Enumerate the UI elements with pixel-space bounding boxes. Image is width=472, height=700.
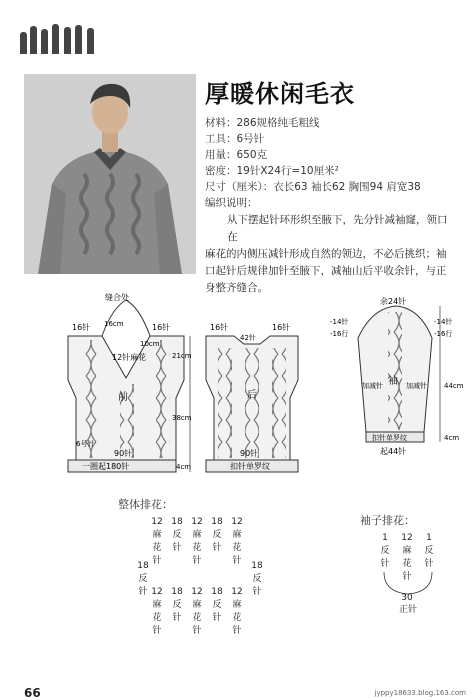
whole-chart-label: 整体排花： <box>118 498 173 511</box>
size-line: 尺寸（厘米）：衣长63 袖长62 胸围94 肩宽38 <box>205 181 421 193</box>
sleeve-right-inc: 加减针 <box>406 382 427 390</box>
page-number: 66 <box>24 686 41 700</box>
front-hem: 一圈起180针 <box>82 462 130 471</box>
front-name: 前 <box>118 392 128 403</box>
front-center-cable: 12针麻花 <box>112 353 147 362</box>
chart-col-1: 12 麻 花 针 <box>151 517 163 566</box>
instructions-rest: 麻花的内侧压减针形成自然的领边，不必后挑织；袖口起针后规律加针至腋下，减袖山后平收余针，与正身整齐缝合。 <box>205 248 447 294</box>
footer-url: jyppy18633.blog.163.com <box>374 689 466 697</box>
chart-col-4b: 18 反 针 <box>211 587 223 623</box>
back-shoulder-right: 16针 <box>272 323 291 332</box>
front-shoulder-right: 16针 <box>152 323 171 332</box>
chart-col-2b: 18 反 针 <box>171 587 183 623</box>
sleeve-cap-b: -16行 <box>330 330 349 338</box>
gauge-line: 密度：19针X24行=10厘米² <box>205 165 339 177</box>
sleeve-cuff-h: 4cm <box>444 434 460 442</box>
chart-col-4: 18 反 针 <box>211 517 223 553</box>
sleeve-col-1: 1 反 针 <box>380 533 390 569</box>
back-neck: 42针 <box>240 334 256 342</box>
sleeve-cuff: 扣针单罗纹 <box>372 434 407 442</box>
page-title: 厚暖休闲毛衣 <box>205 80 355 108</box>
back-bottom: 90针 <box>240 449 259 458</box>
sleeve-piece <box>358 306 440 442</box>
front-neck-a: 16cm <box>104 320 124 328</box>
front-bottom: 90针 <box>114 449 133 458</box>
sleeve-start: 起44针 <box>380 447 407 456</box>
sleeve-cap-c: -14针 <box>434 318 453 326</box>
whole-chart <box>137 516 263 656</box>
instructions-text <box>205 212 455 297</box>
amount-line: 用量：650克 <box>205 149 268 161</box>
people-silhouettes-icon <box>20 22 100 54</box>
tools-line: 工具：6号针 <box>205 133 265 145</box>
sleeve-col-2: 12 麻 花 针 <box>401 533 413 582</box>
back-body-h: 38cm <box>172 414 192 422</box>
front-neck-label: 缝合处 <box>105 293 129 302</box>
chart-col-3: 12 麻 花 针 <box>191 517 203 566</box>
sleeve-name: 袖 <box>388 376 398 387</box>
chart-col-2: 18 反 针 <box>171 517 183 553</box>
chart-col-1b: 12 麻 花 针 <box>151 587 163 636</box>
front-neck-b: 10cm <box>140 340 160 348</box>
chart-col-3b: 12 麻 花 针 <box>191 587 203 636</box>
pattern-diagrams <box>0 288 472 488</box>
sleeve-total: 30 <box>401 593 413 603</box>
back-hem-h: 4cm <box>176 463 192 471</box>
sleeve-chart-label: 袖子排花： <box>360 514 415 527</box>
sleeve-total-label: 正针 <box>398 605 417 615</box>
materials-line: 材料：286规格纯毛粗线 <box>205 117 320 129</box>
model-photo <box>24 74 196 274</box>
chart-col-5b: 12 麻 花 针 <box>231 587 243 636</box>
sleeve-top: 余24针 <box>380 297 407 306</box>
instructions-first-line: 从下摆起针环形织至腋下，先分针减袖窿，领口在 <box>227 214 448 243</box>
sleeve-cap-a: -14针 <box>330 318 349 326</box>
chart-mid-left: 18 反 针 <box>137 561 149 597</box>
back-hem: 扣针单罗纹 <box>230 462 270 471</box>
back-name: 后 <box>247 390 257 401</box>
sleeve-col-3: 1 反 针 <box>424 533 434 569</box>
sleeve-left-inc: 加减针 <box>362 382 383 390</box>
back-shoulder-left: 16针 <box>210 323 229 332</box>
sleeve-chart <box>378 532 438 622</box>
front-needle: 6号针 <box>76 440 95 448</box>
front-shoulder-left: 16针 <box>72 323 91 332</box>
sleeve-cap-d: -16行 <box>434 330 453 338</box>
instructions-heading: 编织说明： <box>205 197 258 209</box>
back-armhole-h: 21cm <box>172 352 192 360</box>
chart-mid-right: 18 反 针 <box>251 561 263 597</box>
sleeve-height: 44cm <box>444 382 464 390</box>
chart-col-5: 12 麻 花 针 <box>231 517 243 566</box>
